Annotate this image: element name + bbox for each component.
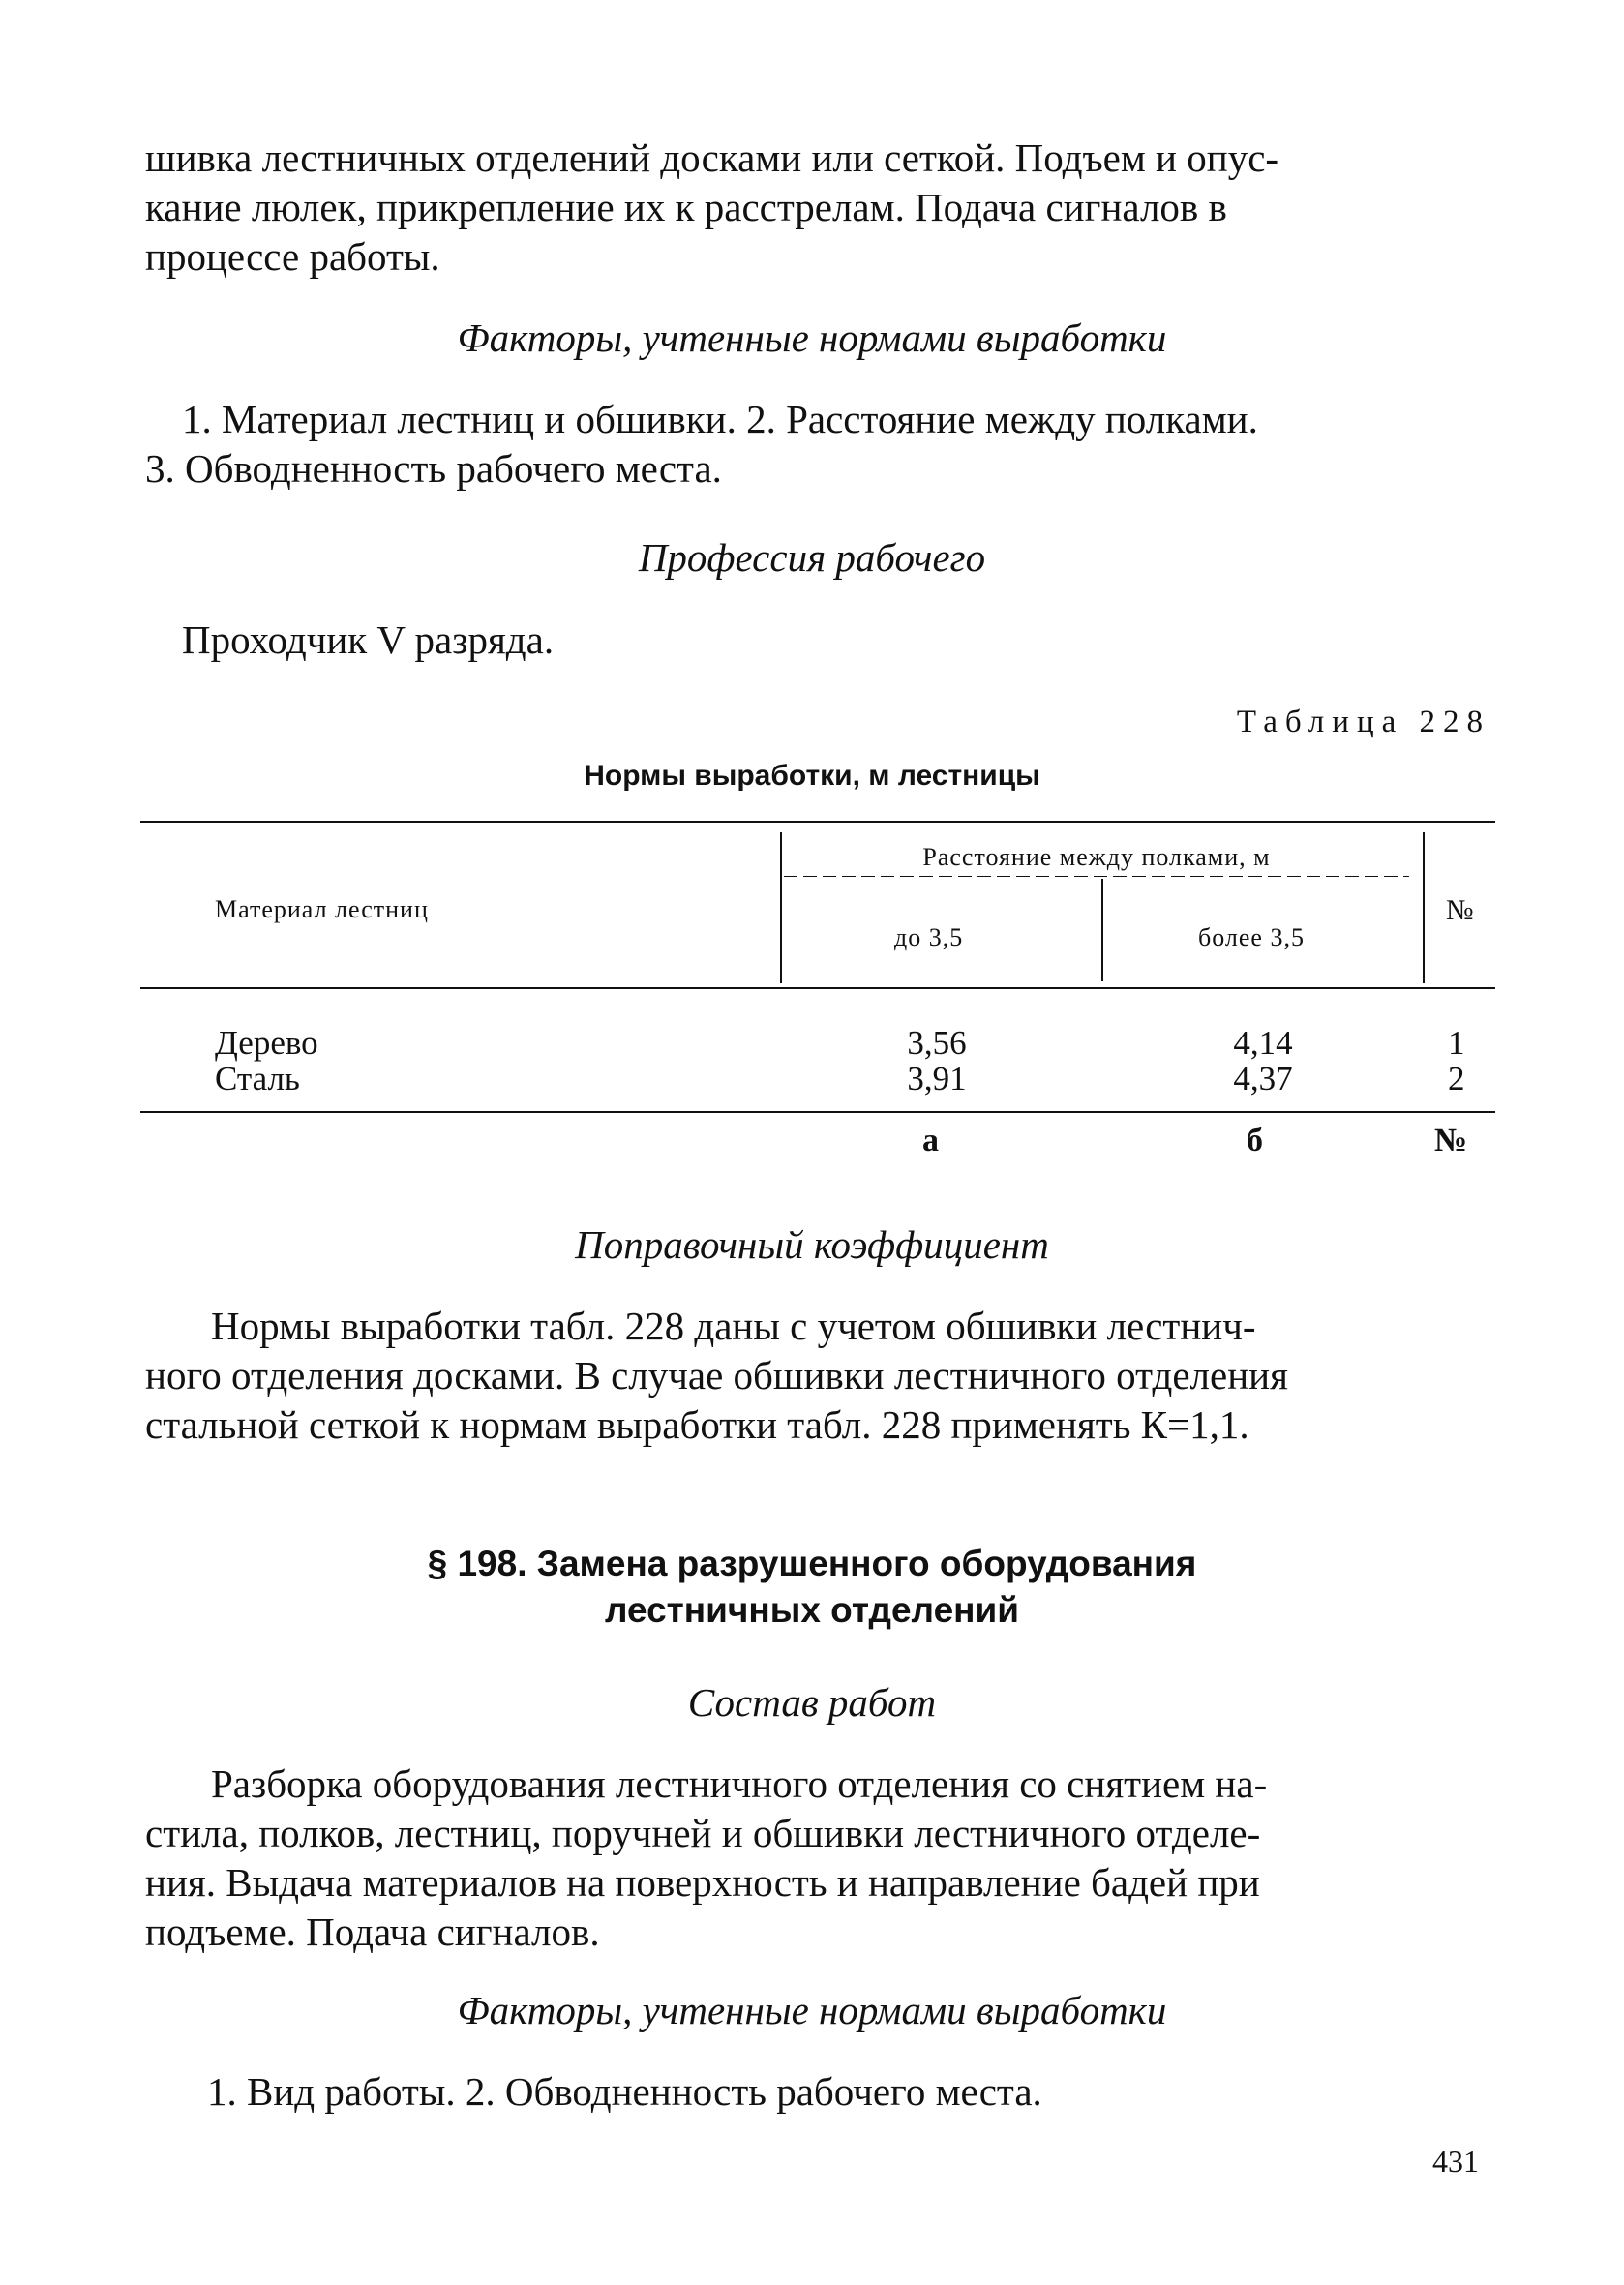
cell-value-b: 4,14 bbox=[1233, 1024, 1293, 1062]
text-line: стальной сеткой к нормам выработки табл. 228 применять К=1,1. bbox=[145, 1402, 1249, 1447]
text-line: Разборка оборудования лестничного отделения со снятием на- bbox=[211, 1761, 1268, 1806]
section-title bbox=[0, 1541, 1624, 1634]
page-number: 431 bbox=[1432, 2144, 1479, 2179]
table-bottom-rule bbox=[140, 1111, 1495, 1113]
text-line: 3. Обводненность рабочего места. bbox=[145, 446, 722, 491]
section-title-line: § 198. Замена разрушенного оборудования bbox=[427, 1544, 1197, 1583]
header-number: № bbox=[1446, 894, 1475, 926]
cell-number: 2 bbox=[1448, 1060, 1465, 1097]
work-text bbox=[145, 1759, 1490, 1957]
cell-value-a: 3,91 bbox=[907, 1060, 967, 1097]
cell-value-b: 4,37 bbox=[1233, 1060, 1293, 1097]
column-rule bbox=[1423, 832, 1425, 983]
text-line: Нормы выработки табл. 228 даны с учетом обшивки лестнич- bbox=[211, 1304, 1256, 1348]
text-line: ного отделения досками. В случае обшивки лестничного отделения bbox=[145, 1353, 1288, 1398]
cell-material: Сталь bbox=[215, 1060, 300, 1097]
profession-text: Проходчик V разряда. bbox=[182, 617, 555, 662]
header-material: Материал лестниц bbox=[215, 895, 429, 923]
top-paragraph bbox=[145, 134, 1490, 282]
header-divider bbox=[784, 876, 1409, 877]
header-col-b: более 3,5 bbox=[1198, 923, 1305, 951]
column-rule bbox=[1101, 879, 1103, 981]
text-line: кание люлек, прикрепление их к расстрелам. Подача сигналов в bbox=[145, 185, 1227, 229]
factors-heading: Факторы, учтенные нормами выработки bbox=[457, 1988, 1167, 2032]
cell-value-a: 3,56 bbox=[907, 1024, 967, 1062]
header-distance: Расстояние между полками, м bbox=[922, 843, 1271, 871]
text-line: шивка лестничных отделений досками или сеткой. Подъем и опус- bbox=[145, 135, 1279, 180]
work-heading: Состав работ bbox=[687, 1680, 937, 1725]
header-bottom-rule bbox=[140, 987, 1495, 989]
column-rule bbox=[780, 832, 782, 983]
factors-text bbox=[145, 395, 1490, 494]
correction-heading: Поправочный коэффициент bbox=[575, 1222, 1049, 1267]
factors-text: 1. Вид работы. 2. Обводненность рабочего места. bbox=[207, 2069, 1042, 2114]
profession-heading: Профессия рабочего bbox=[638, 535, 986, 580]
text-line: ния. Выдача материалов на поверхность и направление бадей при bbox=[145, 1860, 1260, 1905]
text-line: стила, полков, лестниц, поручней и обшивки лестничного отделе- bbox=[145, 1811, 1261, 1855]
footer-col-a: а bbox=[922, 1123, 939, 1158]
footer-number: № bbox=[1434, 1123, 1468, 1158]
section-title-line: лестничных отделений bbox=[605, 1590, 1019, 1630]
table-caption: Таблица 228 bbox=[1236, 705, 1490, 739]
footer-col-b: б bbox=[1247, 1123, 1263, 1158]
text-line: подъеме. Подача сигналов. bbox=[145, 1909, 600, 1954]
table-title: Нормы выработки, м лестницы bbox=[584, 760, 1040, 792]
cell-material: Дерево bbox=[215, 1024, 318, 1062]
table-top-rule bbox=[140, 821, 1495, 823]
text-line: процессе работы. bbox=[145, 234, 440, 279]
text-line: 1. Материал лестниц и обшивки. 2. Расстояние между полками. bbox=[182, 397, 1258, 441]
header-col-a: до 3,5 bbox=[894, 923, 964, 951]
factors-heading: Факторы, учтенные нормами выработки bbox=[457, 316, 1167, 360]
cell-number: 1 bbox=[1448, 1024, 1465, 1062]
correction-text bbox=[145, 1302, 1490, 1450]
